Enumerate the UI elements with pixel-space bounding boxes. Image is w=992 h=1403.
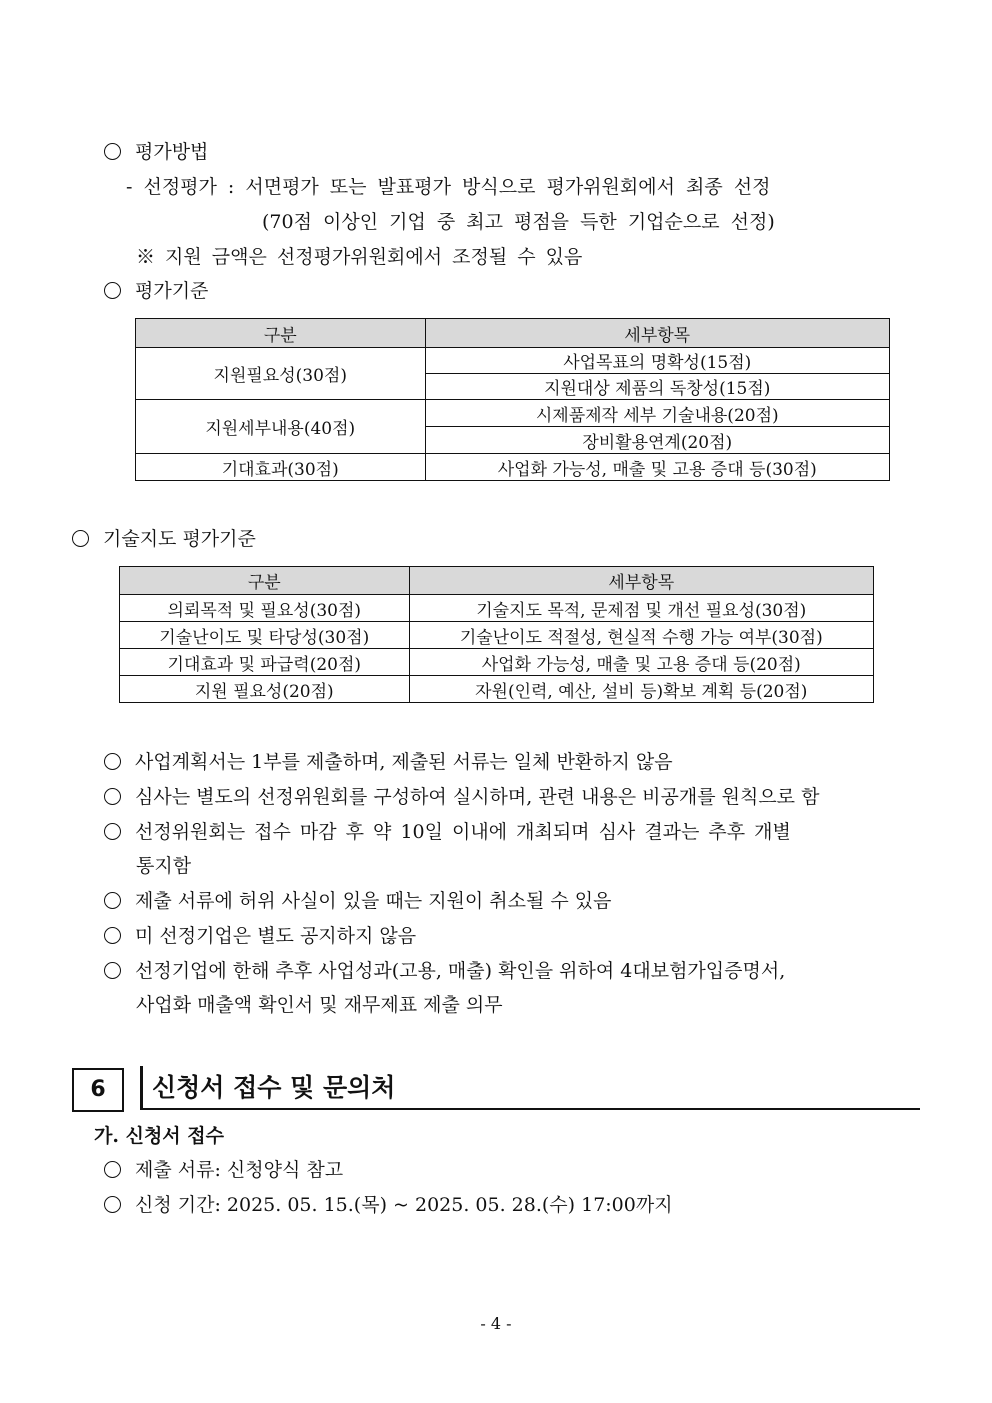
subheading: 가. 신청서 접수 xyxy=(94,1125,224,1147)
item-cell: 시제품제작 세부 기술내용(20점) xyxy=(425,400,890,427)
tech-criteria-table xyxy=(119,566,874,703)
circle-bullet-icon xyxy=(104,1196,121,1213)
circle-bullet-icon xyxy=(104,143,121,160)
item-cell: 기술지도 목적, 문제점 및 개선 필요성(30점) xyxy=(409,595,873,622)
circle-bullet-icon xyxy=(104,823,121,840)
circle-bullet-icon xyxy=(72,530,89,547)
notice-item: 선정위원회는 접수 마감 후 약 10일 이내에 개최되며 심사 결과는 추후 개별 xyxy=(104,819,791,845)
circle-bullet-icon xyxy=(104,892,121,909)
item-cell: 사업목표의 명확성(15점) xyxy=(425,348,890,374)
table-header-cell: 세부항목 xyxy=(425,319,890,348)
table-row xyxy=(136,400,890,427)
category-cell: 기술난이도 및 타당성(30점) xyxy=(120,622,410,649)
eval-criteria-table xyxy=(135,318,890,481)
application-item: 제출 서류: 신청양식 참고 xyxy=(104,1157,343,1183)
table-header-row xyxy=(120,567,874,595)
item-cell: 사업화 가능성, 매출 및 고용 증대 등(20점) xyxy=(409,649,873,676)
section-title-bar xyxy=(140,1066,143,1110)
category-cell: 기대효과 및 파급력(20점) xyxy=(120,649,410,676)
table-row xyxy=(120,622,874,649)
table-header-row xyxy=(136,319,890,348)
table-row xyxy=(136,454,890,481)
table-row xyxy=(120,676,874,703)
eval-method-item-cont: (70점 이상인 기업 중 최고 평점을 득한 기업순으로 선정) xyxy=(262,211,775,233)
eval-criteria-heading: 평가기준 xyxy=(104,278,208,304)
table-header-cell: 세부항목 xyxy=(409,567,873,595)
notice-item: 심사는 별도의 선정위원회를 구성하여 실시하며, 관련 내용은 비공개를 원칙으로 함 xyxy=(104,784,819,810)
item-cell: 장비활용연계(20점) xyxy=(425,427,890,454)
tech-criteria-heading: 기술지도 평가기준 xyxy=(72,526,256,552)
category-cell: 지원세부내용(40점) xyxy=(136,400,426,454)
circle-bullet-icon xyxy=(104,282,121,299)
item-cell: 기술난이도 적절성, 현실적 수행 가능 여부(30점) xyxy=(409,622,873,649)
eval-method-note: ※ 지원 금액은 선정평가위원회에서 조정될 수 있음 xyxy=(136,246,583,268)
table-row xyxy=(120,595,874,622)
circle-bullet-icon xyxy=(104,1161,121,1178)
circle-bullet-icon xyxy=(104,927,121,944)
table-row xyxy=(120,649,874,676)
circle-bullet-icon xyxy=(104,753,121,770)
category-cell: 기대효과(30점) xyxy=(136,454,426,481)
category-cell: 지원 필요성(20점) xyxy=(120,676,410,703)
item-cell: 지원대상 제품의 독창성(15점) xyxy=(425,374,890,400)
category-cell: 지원필요성(30점) xyxy=(136,348,426,400)
circle-bullet-icon xyxy=(104,962,121,979)
section-number-box: 6 xyxy=(72,1068,124,1112)
page-number: - 4 - xyxy=(480,1314,512,1333)
application-item: 신청 기간: 2025. 05. 15.(목) ~ 2025. 05. 28.(수) 17:00까지 xyxy=(104,1192,673,1218)
section-title: 신청서 접수 및 문의처 xyxy=(152,1073,396,1102)
table-header-cell: 구분 xyxy=(136,319,426,348)
circle-bullet-icon xyxy=(104,788,121,805)
notice-item-cont: 사업화 매출액 확인서 및 재무제표 제출 의무 xyxy=(136,994,503,1016)
table-header-cell: 구분 xyxy=(120,567,410,595)
section-underline xyxy=(140,1108,920,1110)
item-cell: 자원(인력, 예산, 설비 등)확보 계획 등(20점) xyxy=(409,676,873,703)
item-cell: 사업화 가능성, 매출 및 고용 증대 등(30점) xyxy=(425,454,890,481)
category-cell: 의뢰목적 및 필요성(30점) xyxy=(120,595,410,622)
table-row xyxy=(136,348,890,374)
notice-item: 사업계획서는 1부를 제출하며, 제출된 서류는 일체 반환하지 않음 xyxy=(104,749,673,775)
notice-item: 제출 서류에 허위 사실이 있을 때는 지원이 취소될 수 있음 xyxy=(104,888,612,914)
eval-method-item: - 선정평가 : 서면평가 또는 발표평가 방식으로 평가위원회에서 최종 선정 xyxy=(126,176,771,198)
notice-item-cont: 통지함 xyxy=(136,855,192,877)
eval-method-heading: 평가방법 xyxy=(104,139,208,165)
notice-item: 선정기업에 한해 추후 사업성과(고용, 매출) 확인을 위하여 4대보험가입증명서, xyxy=(104,958,785,984)
notice-item: 미 선정기업은 별도 공지하지 않음 xyxy=(104,923,416,949)
